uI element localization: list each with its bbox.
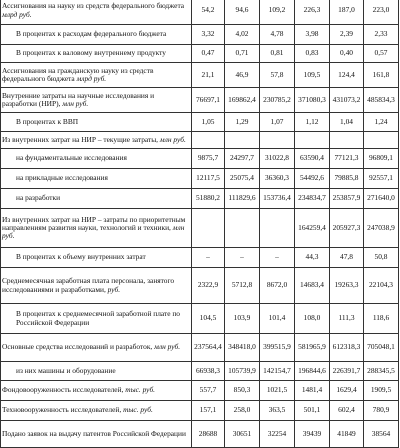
value-cell: 1,12 [295,113,330,132]
row-label-cell [1,132,192,149]
value-cell: 2322,9 [192,268,225,304]
value-cell: 4,78 [260,25,295,45]
value-cell: 41849 [330,421,364,448]
value-cell: – [225,248,260,268]
row-label-text: Фондовооруженность исследователей, [2,385,124,395]
row-label-cell [1,169,192,189]
value-cell: 288345,5 [364,362,399,381]
value-cell: 46,9 [225,63,260,88]
value-cell: 205927,3 [330,209,364,248]
table-row [1,63,399,88]
row-label-cell [1,113,192,132]
value-cell: 431073,2 [330,88,364,113]
row-label-text: Основные средства исследований и разработок, [2,342,153,352]
value-cell: 104,5 [192,304,225,334]
row-unit: тыс. руб. [123,405,153,415]
value-cell: 51880,2 [192,189,225,209]
value-cell: 101,4 [260,304,295,334]
value-cell: – [192,248,225,268]
value-cell: 109,2 [260,0,295,25]
row-label-text: из них машины и оборудование [16,365,116,375]
row-label-text: В процентах к объему внутренних затрат [16,252,146,262]
table-row [1,0,399,25]
row-label [2,276,174,293]
row-unit: млн руб. [159,134,186,144]
value-cell: 9875,7 [192,149,225,169]
value-cell: 22104,3 [364,268,399,304]
value-cell: 0,81 [260,45,295,63]
value-cell: 1,24 [364,113,399,132]
value-cell: 92557,1 [364,169,399,189]
table-row [1,401,399,421]
value-cell: 1,07 [260,113,295,132]
value-cell: 63590,4 [295,149,330,169]
value-cell: 1,04 [330,113,364,132]
table-row [1,381,399,401]
value-cell: 44,3 [295,248,330,268]
value-cell: 12117,5 [192,169,225,189]
value-cell: 54492,6 [295,169,330,189]
table-row [1,304,399,334]
table-row [1,209,399,248]
row-label-cell [1,189,192,209]
table-row [1,189,399,209]
value-cell: 0,71 [225,45,260,63]
value-cell: 485834,3 [364,88,399,113]
table-row [1,362,399,381]
value-cell: 226,3 [295,0,330,25]
value-cell: 226391,7 [330,362,364,381]
row-label-cell [1,362,192,381]
row-label [2,135,186,144]
table-row [1,25,399,45]
row-label-cell [1,88,192,113]
row-label [2,367,116,375]
value-cell: 94,6 [225,0,260,25]
value-cell: 8672,0 [260,268,295,304]
value-cell: 111829,6 [225,189,260,209]
row-label-text: В процентах к среднемесячной заработной плате по Российской Федерации [16,309,180,327]
row-label-text: Техновооруженность исследователей, [2,405,122,415]
table-row [1,334,399,362]
row-label-cell [1,63,192,88]
value-cell: 234834,7 [295,189,330,209]
row-label-cell [1,45,192,63]
table-row [1,113,399,132]
row-label [2,66,153,83]
value-cell: 31022,8 [260,149,295,169]
value-cell: 780,9 [364,401,399,421]
row-label-text: Среднемесячная заработная плата персонала, занятого исследованиями и разработками, [2,276,175,294]
table-row [1,88,399,113]
row-label [2,342,180,351]
value-cell: 161,8 [364,63,399,88]
value-cell [192,209,225,248]
value-cell: 557,7 [192,381,225,401]
value-cell: 142154,7 [260,362,295,381]
value-cell [225,209,260,248]
row-unit: млн руб. [154,342,181,352]
value-cell: 850,3 [225,381,260,401]
row-unit: млрд руб. [2,9,32,19]
value-cell [330,132,364,149]
value-cell: 66938,3 [192,362,225,381]
value-cell: 50,8 [364,248,399,268]
row-label [2,49,166,57]
value-cell: 223,0 [364,0,399,25]
value-cell: 36360,3 [260,169,295,189]
value-cell: 399515,9 [260,334,295,362]
value-cell: 1481,4 [295,381,330,401]
value-cell: 76697,1 [192,88,225,113]
row-label-text: В процентах к валовому внутреннему продукту [16,48,166,58]
row-label [2,253,146,261]
row-label [2,174,108,182]
row-label [2,154,127,162]
row-label-text: на фундаментальные исследования [16,153,127,163]
row-label-cell [1,334,192,362]
value-cell: 14683,4 [295,268,330,304]
value-cell: 501,1 [295,401,330,421]
row-label-text: Ассигнования на науку из средств федерального бюджета [2,1,185,11]
table-row [1,169,399,189]
value-cell: 612318,3 [330,334,364,362]
value-cell: 230785,2 [260,88,295,113]
row-unit: тыс. руб. [125,385,156,395]
value-cell: 258,0 [225,401,260,421]
value-cell: – [260,248,295,268]
row-label-cell [1,268,192,304]
value-cell: 581965,9 [295,334,330,362]
value-cell: 25075,4 [225,169,260,189]
row-label-text: Из внутренних затрат на НИР – текущие затраты, [2,134,159,144]
value-cell: 47,8 [330,248,364,268]
value-cell: 1629,4 [330,381,364,401]
row-unit: руб. [107,284,121,294]
value-cell: 602,4 [330,401,364,421]
value-cell: 19263,3 [330,268,364,304]
table-row [1,268,399,304]
row-label [2,118,78,126]
row-label [2,215,185,241]
value-cell: 21,1 [192,63,225,88]
value-cell: 0,40 [330,45,364,63]
value-cell: 153736,4 [260,189,295,209]
value-cell: 30651 [225,421,260,448]
table-row [1,149,399,169]
value-cell: 118,6 [364,304,399,334]
value-cell: 3,32 [192,25,225,45]
value-cell [225,132,260,149]
row-label-cell [1,421,192,448]
value-cell: 39439 [295,421,330,448]
row-label-text: В процентах к расходам федерального бюджета [16,29,167,39]
value-cell: 1021,5 [260,381,295,401]
value-cell: 253857,9 [330,189,364,209]
row-label [2,194,60,202]
row-label-text: Внутренние затраты на научные исследования и разработки (НИР), [2,90,155,108]
value-cell: 371080,3 [295,88,330,113]
table-row [1,421,399,448]
value-cell: 0,83 [295,45,330,63]
row-label-text: В процентах к ВВП [16,116,79,126]
value-cell: 32254 [260,421,295,448]
table-row [1,248,399,268]
value-cell: 57,8 [260,63,295,88]
value-cell: 38564 [364,421,399,448]
value-cell: 705048,1 [364,334,399,362]
value-cell [192,132,225,149]
value-cell: 103,9 [225,304,260,334]
value-cell: 1,05 [192,113,225,132]
row-label [2,310,190,327]
value-cell: 363,5 [260,401,295,421]
row-label-cell [1,381,192,401]
value-cell [295,132,330,149]
value-cell: 2,33 [364,25,399,45]
row-label [2,405,153,414]
value-cell: 111,3 [330,304,364,334]
value-cell: 1909,5 [364,381,399,401]
value-cell: 187,0 [330,0,364,25]
value-cell: 3,98 [295,25,330,45]
value-cell: 79885,8 [330,169,364,189]
value-cell: 109,5 [295,63,330,88]
row-label-text: Из внутренних затрат на НИР – затраты по приоритетным направлениям развития науки, технологий и техники, [2,214,186,232]
value-cell: 28688 [192,421,225,448]
row-label-cell [1,0,192,25]
value-cell: 54,2 [192,0,225,25]
row-label [2,429,186,438]
row-label-cell [1,304,192,334]
value-cell: 4,02 [225,25,260,45]
row-label-text: на разработки [16,193,61,203]
row-label-text: на прикладные исследования [16,173,108,183]
value-cell: 24297,7 [225,149,260,169]
value-cell: 5712,8 [225,268,260,304]
value-cell: 124,4 [330,63,364,88]
value-cell: 0,47 [192,45,225,63]
row-label [2,385,155,394]
value-cell: 169862,4 [225,88,260,113]
row-label-cell [1,149,192,169]
row-label-cell [1,401,192,421]
table-row [1,45,399,63]
row-label-cell [1,25,192,45]
value-cell: 348418,0 [225,334,260,362]
row-label-text: Ассигнования на гражданскую науку из средств федерального бюджета [2,65,154,83]
row-label [2,91,154,108]
value-cell: 77121,3 [330,149,364,169]
row-label [2,30,166,38]
value-cell: 164259,4 [295,209,330,248]
row-unit: млн руб. [2,222,185,241]
value-cell [260,132,295,149]
table-body [1,0,399,448]
row-unit: млн руб. [62,99,89,108]
value-cell: 96809,1 [364,149,399,169]
value-cell: 196844,6 [295,362,330,381]
value-cell: 105739,9 [225,362,260,381]
row-label-text: Подано заявок на выдачу патентов Российской Федерации [2,428,186,438]
value-cell [260,209,295,248]
value-cell: 247038,9 [364,209,399,248]
row-label [2,1,184,18]
value-cell [364,132,399,149]
table-row [1,132,399,149]
row-label-cell [1,209,192,248]
value-cell: 108,0 [295,304,330,334]
value-cell: 237564,4 [192,334,225,362]
row-label-cell [1,248,192,268]
value-cell: 0,57 [364,45,399,63]
value-cell: 271640,0 [364,189,399,209]
row-unit: млрд руб. [76,74,107,83]
value-cell: 2,39 [330,25,364,45]
value-cell: 1,29 [225,113,260,132]
value-cell: 157,1 [192,401,225,421]
